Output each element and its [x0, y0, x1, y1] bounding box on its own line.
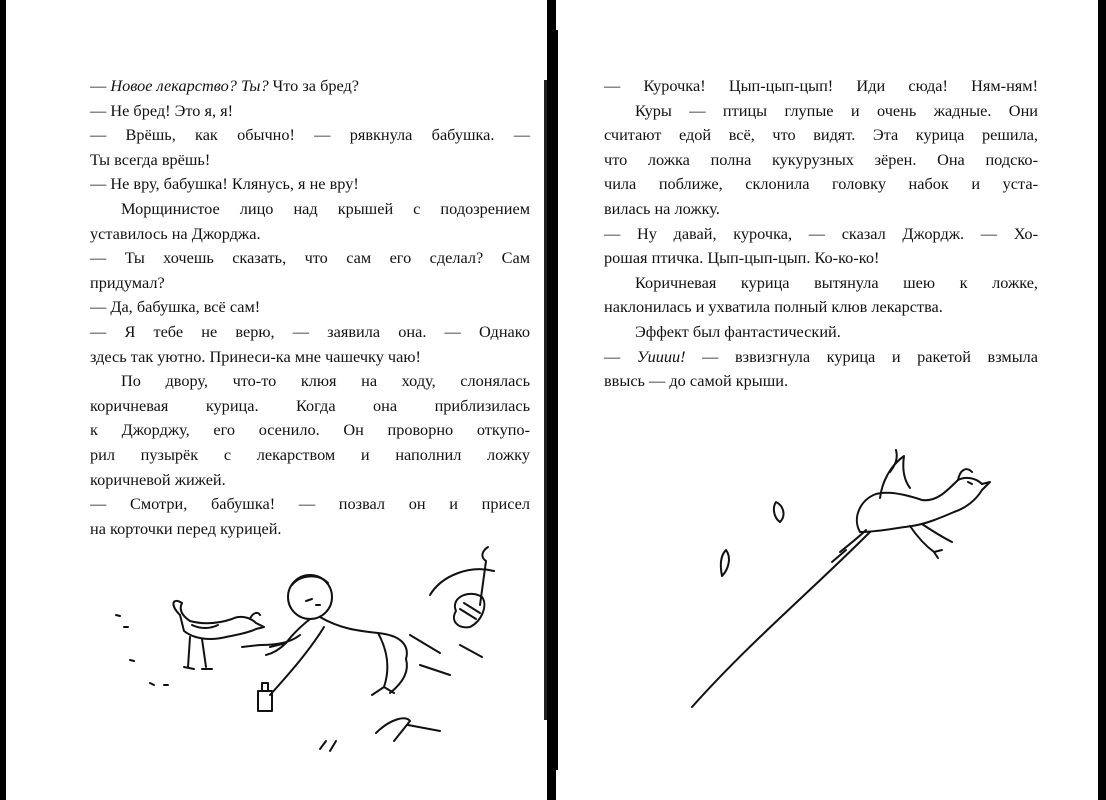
- left-text-line: — Не бред! Это я, я!: [90, 100, 234, 120]
- left-text-line: на корточки перед курицей.: [90, 518, 282, 538]
- left-text-line: уставилось на Джорджа.: [90, 223, 261, 243]
- right-text-line: Эффект был фантастический.: [635, 321, 841, 341]
- left-scan-edge: [0, 0, 6, 800]
- left-text-line: коричневая курица. Когда она приблизилась: [90, 395, 530, 415]
- right-text-line: — Курочка! Цып-цып-цып! Иди сюда! Ням-ням!: [604, 76, 1038, 95]
- right-page-text: [604, 74, 1038, 394]
- left-text-line: — Не вру, бабушка! Клянусь, я не вру!: [90, 174, 359, 194]
- left-text-line: здесь так уютно. Принеси-ка мне чашечку чаю!: [90, 346, 421, 366]
- hen-flying-illustration: [690, 442, 1010, 722]
- left-text-line: Морщинистое лицо над крышей с подозрением: [121, 198, 530, 218]
- left-text-line: — Ты хочешь сказать, что сам его сделал? Сам: [90, 248, 530, 268]
- left-text-line: к Джорджу, его осенило. Он проворно откупо-: [90, 420, 530, 440]
- italic-phrase: Уииии!: [636, 346, 686, 366]
- left-text-line: придумал?: [90, 272, 165, 292]
- right-text-line: чила поближе, склонила головку набок и уста-: [604, 174, 1038, 194]
- right-text-line: считают едой всё, что видят. Эта курица решила,: [604, 125, 1038, 145]
- left-text-line: — Да, бабушка, всё сам!: [90, 297, 261, 317]
- right-text-line: — Уииии! — взвизгнула курица и ракетой взмыла: [604, 346, 1039, 366]
- right-text-line: Коричневая курица вытянула шею к ложке,: [635, 272, 1038, 292]
- italic-phrase: Новое лекарство? Ты?: [110, 76, 269, 95]
- left-text-line: коричневой жижей.: [90, 469, 226, 489]
- left-text-line: рил пузырёк с лекарством и наполнил ложку: [90, 444, 530, 464]
- book-gutter: [542, 0, 566, 800]
- left-text-line: — Смотри, бабушка! — позвал он и присел: [90, 494, 530, 514]
- left-text-line: Ты всегда врёшь!: [90, 149, 211, 169]
- left-text-line: По двору, что-то клюя на ходу, слонялась: [121, 371, 530, 391]
- right-scan-edge: [1098, 0, 1106, 800]
- left-page-text: [90, 74, 530, 541]
- george-and-hen-illustration: [110, 535, 530, 760]
- left-text-line: — Врёшь, как обычно! — рявкнула бабушка. —: [90, 125, 530, 145]
- right-text-line: вилась на ложку.: [604, 198, 720, 218]
- left-text-line: — Я тебе не верю, — заявила она. — Однако: [90, 321, 530, 341]
- right-text-line: рошая птичка. Цып-цып-цып. Ко-ко-ко!: [604, 248, 880, 268]
- right-text-line: Куры — птицы глупые и очень жадные. Они: [635, 100, 1038, 120]
- right-text-line: ввысь — до самой крыши.: [604, 371, 789, 391]
- left-text-line: — Новое лекарство? Ты? Что за бред?: [90, 76, 360, 95]
- right-text-line: что ложка полна кукурузных зёрен. Она подско-: [604, 149, 1038, 169]
- right-text-line: наклонилась и ухватила полный клюв лекарства.: [604, 297, 943, 317]
- right-text-line: — Ну давай, курочка, — сказал Джордж. — Хо-: [604, 223, 1038, 243]
